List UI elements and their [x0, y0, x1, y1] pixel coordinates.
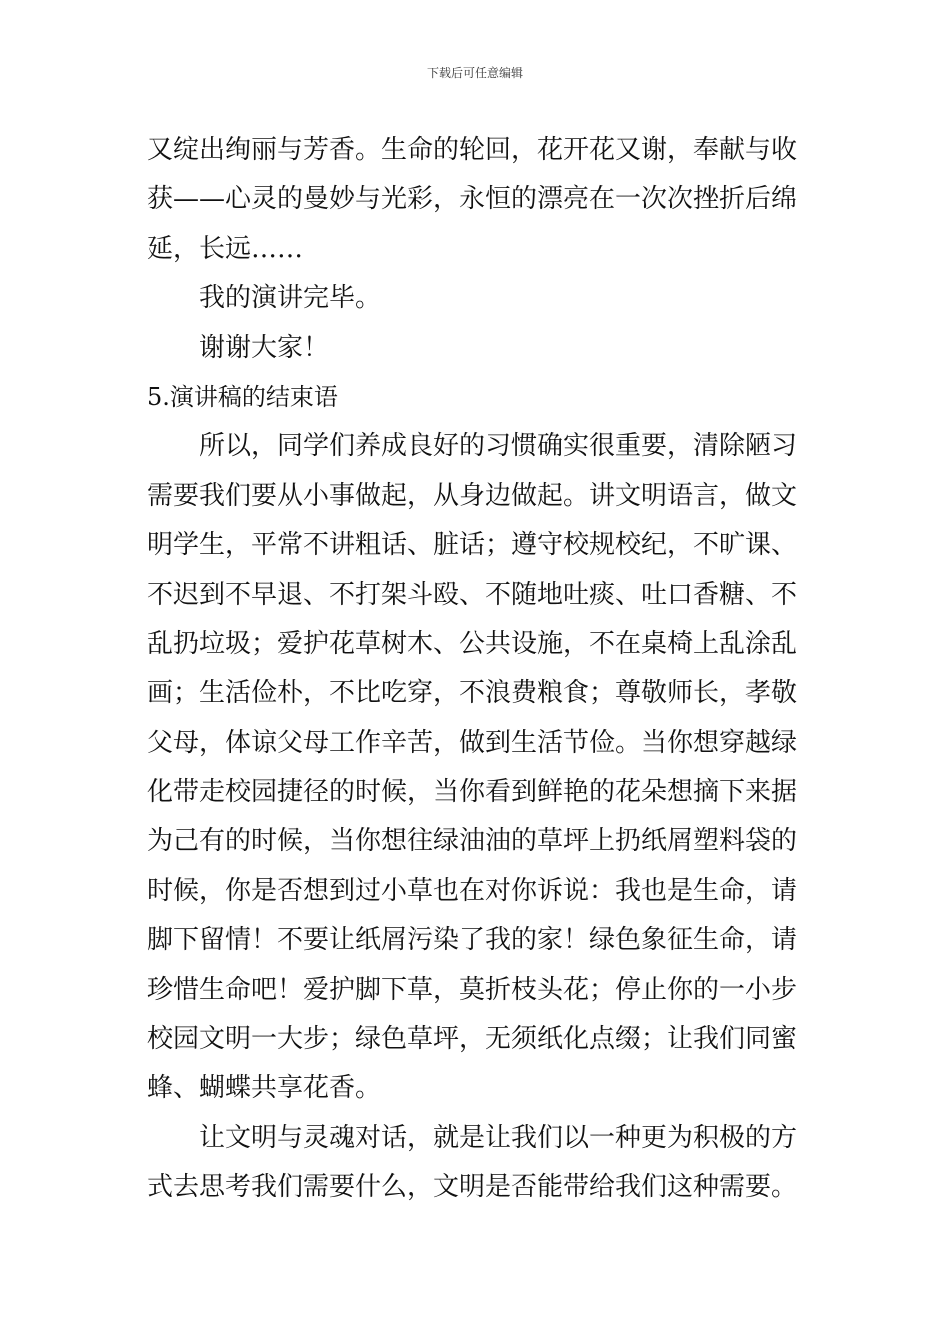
- text-line: 为己有的时候，当你想往绿油油的草坪上扔纸屑塑料袋的: [147, 826, 798, 857]
- text-line: 所以，同学们养成良好的习惯确实很重要，清除陋习: [199, 431, 798, 462]
- text-line: 明学生，平常不讲粗话、脏话；遵守校规校纪，不旷课、: [147, 530, 798, 561]
- text-line: 乱扔垃圾；爱护花草树木、公共设施，不在桌椅上乱涂乱: [147, 628, 798, 659]
- text-line: 谢谢大家！: [199, 332, 330, 363]
- text-line: 不迟到不早退、不打架斗殴、不随地吐痰、吐口香糖、不: [147, 579, 798, 610]
- text-line: 获——心灵的曼妙与光彩，永恒的漂亮在一次次挫折后绵: [147, 184, 798, 215]
- text-line: 让文明与灵魂对话，就是让我们以一种更为积极的方: [199, 1122, 798, 1153]
- text-line: 珍惜生命吧！爱护脚下草，莫折枝头花；停止你的一小步: [147, 974, 798, 1005]
- text-line: 蜂、蝴蝶共享花香。: [147, 1073, 382, 1104]
- page-header: 下载后可任意编辑: [426, 66, 523, 80]
- text-line: 延，长远……: [147, 233, 304, 264]
- text-line: 脚下留情！不要让纸屑污染了我的家！绿色象征生命，请: [147, 925, 798, 956]
- text-line: 化带走校园捷径的时候，当你看到鲜艳的花朵想摘下来据: [147, 777, 798, 808]
- text-line: 我的演讲完毕。: [199, 283, 382, 314]
- text-line: 需要我们要从小事做起，从身边做起。讲文明语言，做文: [147, 480, 798, 511]
- text-line: 式去思考我们需要什么，文明是否能带给我们这种需要。: [147, 1172, 798, 1203]
- text-line: 画；生活俭朴，不比吃穿，不浪费粮食；尊敬师长，孝敬: [147, 678, 798, 709]
- text-line: 校园文明一大步；绿色草坪，无须纸化点缀；让我们同蜜: [147, 1024, 798, 1055]
- text-line: 又绽出绚丽与芳香。生命的轮回，花开花又谢，奉献与收: [147, 135, 798, 165]
- section-heading: 5.演讲稿的结束语: [147, 382, 338, 411]
- document-body: [147, 126, 817, 1213]
- text-line: 时候，你是否想到过小草也在对你诉说：我也是生命，请: [147, 875, 798, 906]
- text-line: 父母，体谅父母工作辛苦，做到生活节俭。当你想穿越绿: [147, 727, 798, 758]
